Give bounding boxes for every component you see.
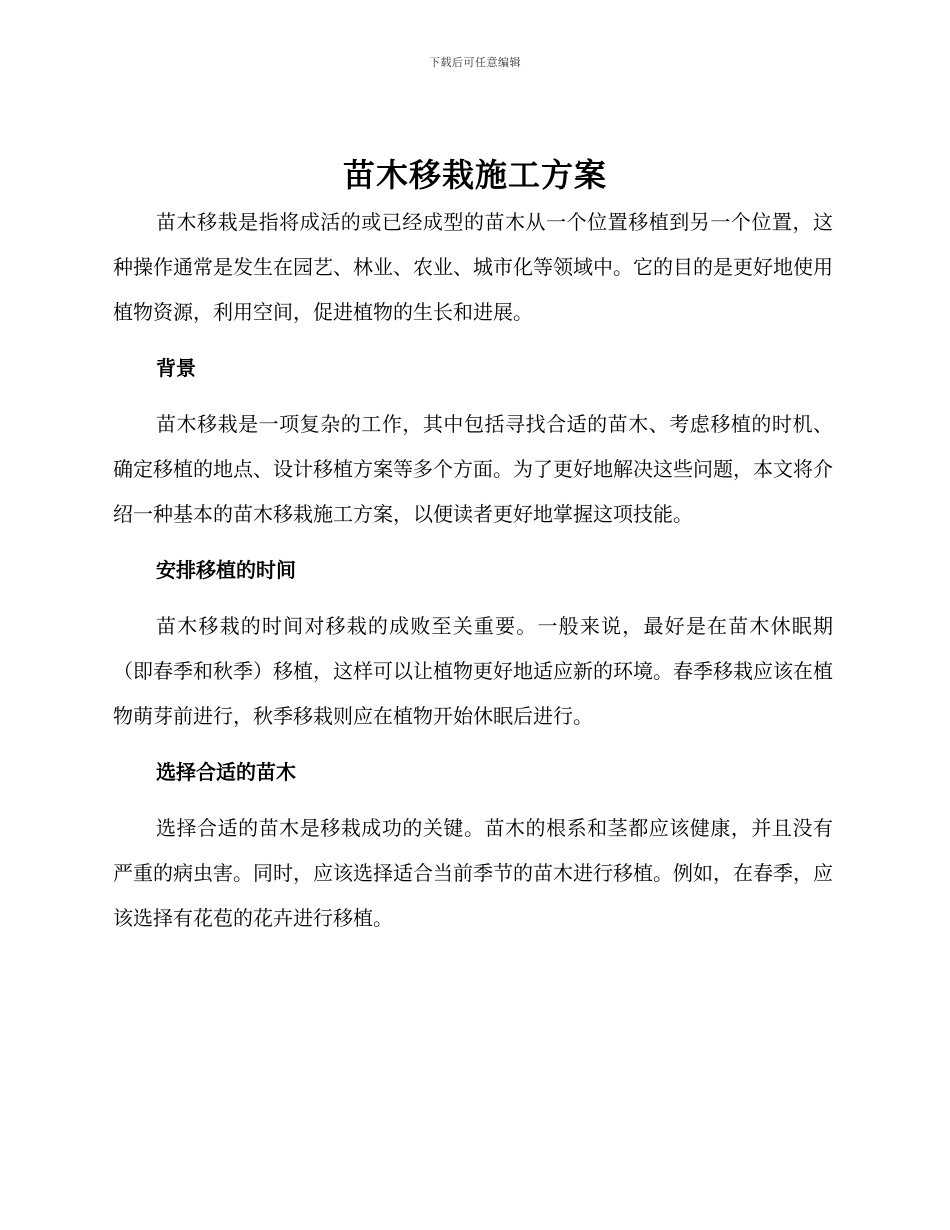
section-heading-seedling-selection: 选择合适的苗木	[156, 760, 296, 784]
document-title: 苗木移栽施工方案	[342, 156, 607, 194]
document-body	[113, 200, 833, 941]
section-body-seedling-selection: 选择合适的苗木是移栽成功的关键。苗木的根系和茎都应该健康，并且没有严重的病虫害。同时，应该选择适合当前季节的苗木进行移植。例如，在春季，应该选择有花苞的花卉进行移植。	[113, 816, 833, 930]
intro-paragraph: 苗木移栽是指将成活的或已经成型的苗木从一个位置移植到另一个位置，这种操作通常是发生在园艺、林业、农业、城市化等领域中。它的目的是更好地使用植物资源，利用空间，促进植物的生长和进展。	[113, 210, 833, 324]
section-body-background: 苗木移栽是一项复杂的工作，其中包括寻找合适的苗木、考虑移植的时机、确定移植的地点、设计移植方案等多个方面。为了更好地解决这些问题，本文将介绍一种基本的苗木移栽施工方案，以便读者更好地掌握这项技能。	[113, 412, 833, 526]
section-heading-timing: 安排移植的时间	[156, 558, 296, 582]
header-note: 下载后可任意编辑	[429, 56, 521, 69]
section-body-timing: 苗木移栽的时间对移栽的成败至关重要。一般来说，最好是在苗木休眠期（即春季和秋季）移植，这样可以让植物更好地适应新的环境。春季移栽应该在植物萌芽前进行，秋季移栽则应在植物开始休眠后进行。	[113, 614, 833, 728]
section-heading-background: 背景	[156, 356, 196, 380]
